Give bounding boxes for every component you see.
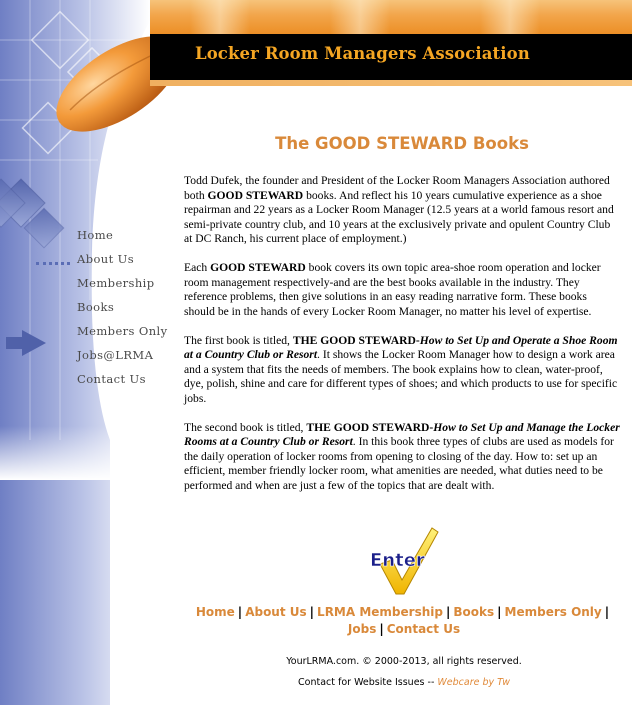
checkmark-icon: [366, 524, 442, 598]
left-nav-contact-us[interactable]: Contact Us: [77, 372, 146, 386]
footer-separator: |: [379, 621, 384, 636]
left-nav-members-only[interactable]: Members Only: [77, 324, 168, 338]
enter-button[interactable]: [366, 524, 442, 598]
footer-separator: |: [237, 605, 243, 619]
footer-separator: |: [497, 605, 502, 619]
webcare-link[interactable]: Webcare by Tw: [437, 677, 510, 688]
paragraph-second-book: The second book is titled, THE GOOD STEWARD-How to Set Up and Manage the Locker Rooms at a Country Club or Resort. In this book three types of clubs are used as models for the daily operation of locker rooms from opening to closing of the day. How to: set up an efficient, member friendly locker room, what amenities are needed, what duties need to be performed and when are just a few of the topics that are dealt with.: [184, 420, 620, 492]
contact-line: [176, 677, 632, 688]
site-title: Locker Room Managers Association: [195, 44, 530, 63]
footer-link-members-only[interactable]: Members Only: [504, 605, 602, 619]
footer-separator: |: [604, 605, 610, 619]
left-nav-home[interactable]: Home: [77, 228, 114, 242]
footer-link-contact[interactable]: Contact Us: [386, 621, 461, 636]
footer-separator: |: [309, 605, 315, 619]
header-orange-band: [150, 0, 632, 34]
header-accent-line: [150, 80, 632, 86]
paragraph-first-book: The first book is titled, THE GOOD STEWARD-How to Set Up and Operate a Shoe Room at a Country Club or Resort. It shows the Locker Room Manager how to design a work area and a system that fits the needs of members. The book explains how to clean, water-proof, dye, polish, shine and care for different types of shoes; and which products to use for specific jobs.: [184, 333, 618, 405]
footer-separator: |: [445, 605, 451, 619]
paragraph-founder: Todd Dufek, the founder and President of the Locker Room Managers Association authored both GOOD STEWARD books. And reflect his 10 years cumulative experience as a shoe repairman and 22 years as a Locker Room Manager (12.5 years at a world famous resort and semi-private country club, and 10 years at the exclusively private and opulent Country Club at DC Ranch, his current place of employment.): [184, 174, 614, 245]
page-title: The GOOD STEWARD Books: [275, 134, 529, 153]
site-header: [0, 0, 632, 108]
footer-link-home[interactable]: Home: [195, 605, 235, 619]
nav-indicator-dots: [36, 262, 70, 265]
footer-link-jobs[interactable]: Jobs: [347, 621, 377, 636]
copyright-text: YourLRMA.com. © 2000-2013, all rights reserved.: [286, 656, 522, 667]
footer-link-membership[interactable]: LRMA Membership: [317, 605, 443, 619]
contact-prefix: Contact for Website Issues --: [298, 677, 438, 688]
footer-link-about[interactable]: About Us: [245, 605, 307, 619]
paragraph-overview: Each GOOD STEWARD book covers its own topic area-shoe room operation and locker room management respectively-and are the best books available in the industry. They reference problems, then give solutions in an easy reading narrative form. These books should be in the hands of every Locker Room Manager, no matter his level of expertise.: [184, 261, 601, 318]
left-nav: [77, 228, 168, 396]
left-nav-books[interactable]: Books: [77, 300, 115, 314]
enter-label: Enter: [370, 550, 425, 571]
footer-nav: [176, 604, 632, 637]
footer-link-books[interactable]: Books: [453, 605, 495, 619]
main-content: [184, 134, 620, 508]
left-nav-membership[interactable]: Membership: [77, 276, 155, 290]
left-nav-about-us[interactable]: About Us: [77, 252, 135, 266]
left-nav-jobs[interactable]: Jobs@LRMA: [77, 348, 154, 362]
